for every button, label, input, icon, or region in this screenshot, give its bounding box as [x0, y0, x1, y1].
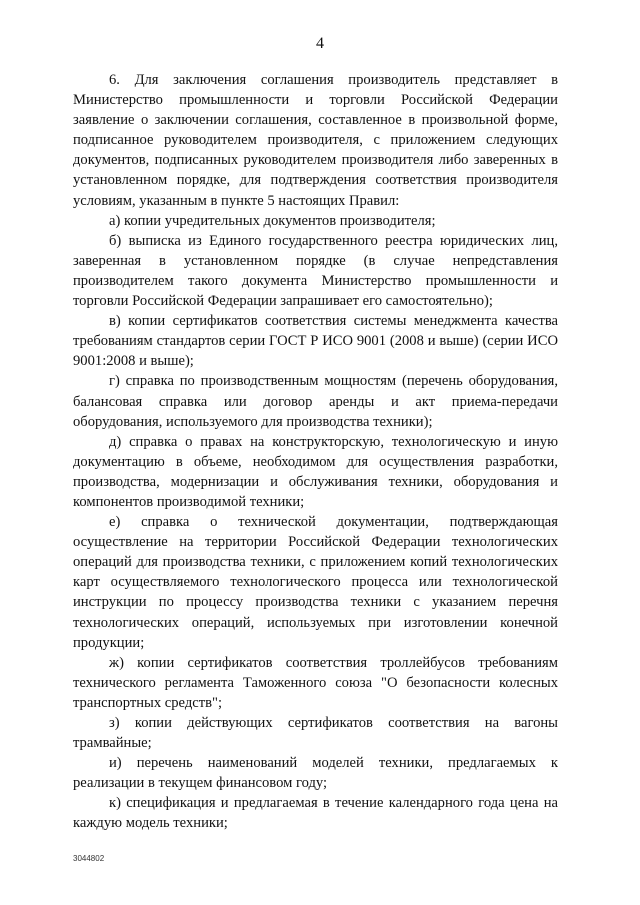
list-item-b: б) выписка из Единого государственного реестра юридических лиц, заверенная в установленном порядке (в случае непредставления производителем такого документа Министерство промышленности и торговли Российской Федерации запрашивает его самостоятельно);	[73, 232, 558, 310]
list-item-zh: ж) копии сертификатов соответствия троллейбусов требованиям технического регламента Таможенного союза "О безопасности колесных транспортных средств";	[73, 654, 558, 711]
list-item-d: д) справка о правах на конструкторскую, технологическую и иную документацию в объеме, необходимом для осуществления разработки, производства, модернизации и обслуживания техники, оборудования и компонентов производимой техники;	[73, 433, 558, 510]
list-item-i: и) перечень наименований моделей техники, предлагаемых к реализации в текущем финансовом году;	[73, 755, 558, 792]
list-item-a: а) копии учредительных документов производителя;	[109, 212, 436, 229]
list-item-g: г) справка по производственным мощностям (перечень оборудования, балансовая справка или договор аренды и акт приема-передачи оборудования, используемого для производства техники);	[73, 373, 558, 430]
document-code: 3044802	[73, 854, 105, 863]
document-body	[73, 70, 558, 834]
list-item-z: з) копии действующих сертификатов соответствия на вагоны трамвайные;	[73, 715, 558, 752]
paragraph-6-intro: 6. Для заключения соглашения производитель представляет в Министерство промышленности и торговли Российской Федерации заявление о заключении соглашения, составленное в произвольной форме, подписанное руководителем производителя, с приложением следующих документов, подписанных руководителем производителя либо заверенных в установленном порядке, для подтверждения соответствия производителя условиям, указанным в пункте 5 настоящих Правил:	[73, 72, 558, 209]
page-number: 4	[316, 35, 324, 52]
list-item-v: в) копии сертификатов соответствия системы менеджмента качества требованиям стандартов серии ГОСТ Р ИСО 9001 (2008 и выше) (серии ИСО 9001:2008 и выше);	[73, 313, 558, 370]
list-item-e: е) справка о технической документации, подтверждающая осуществление на территории Российской Федерации технологических операций для производства техники, с приложением копий технологических карт осуществляемого технологического процесса или технологической инструкции по процессу производства техники с указанием перечня технологических операций, используемых при изготовлении конечной продукции;	[73, 514, 558, 651]
list-item-k: к) спецификация и предлагаемая в течение календарного года цена на каждую модель техники;	[73, 795, 558, 832]
